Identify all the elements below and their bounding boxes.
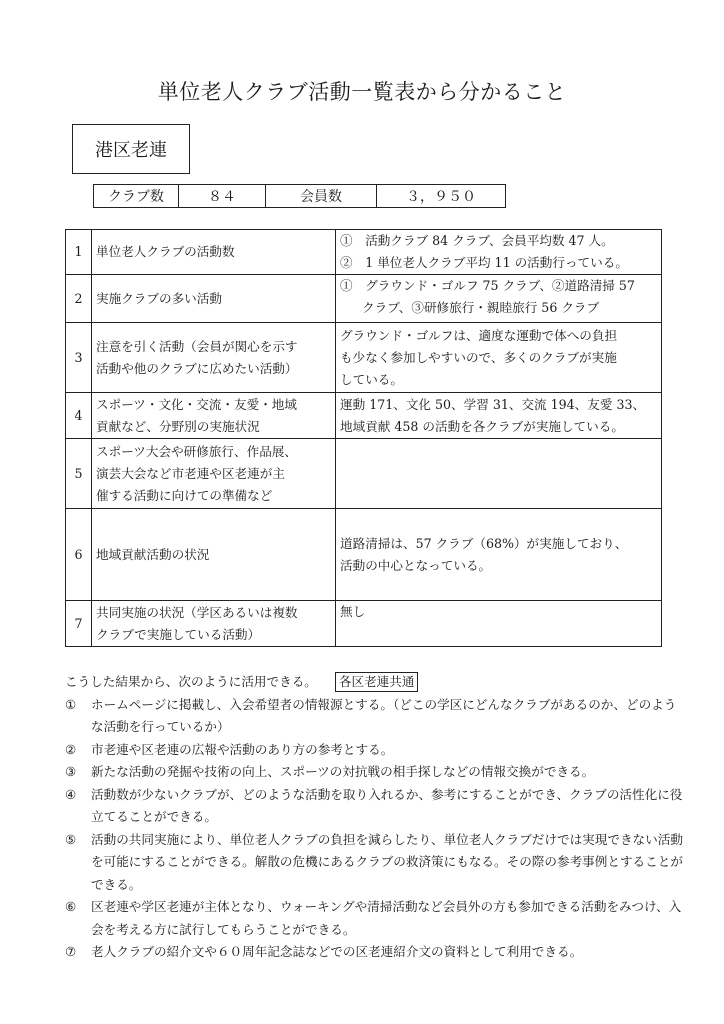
row-result-empty xyxy=(336,439,662,509)
item-text: 新たな活動の発掘や技術の向上、スポーツの対抗戦の相手探しなどの情報交換ができる。 xyxy=(91,764,595,779)
notes-intro: こうした結果から、次のように活用できる。 xyxy=(65,674,317,689)
club-count-value: ８４ xyxy=(179,185,266,208)
row-number: 1 xyxy=(66,230,92,275)
item-text: 活動の共同実施により、単位老人クラブの負担を減らしたり、単位老人クラブだけでは実現できない活動を可能にすることができる。解散の危機にあるクラブの救済策にもなる。その際の参考事例とすることができる。 xyxy=(91,831,683,892)
item-text: 市老連や区老連の広報や活動のあり方の参考とする。 xyxy=(91,741,394,757)
row-result xyxy=(336,275,662,323)
row-result xyxy=(336,323,662,393)
row-result xyxy=(336,393,662,439)
list-item xyxy=(65,941,685,964)
table-row xyxy=(66,601,662,647)
item-line: 活動や他のクラブに広めたい活動） xyxy=(96,360,298,376)
row-item xyxy=(92,393,336,439)
row-number: 5 xyxy=(66,439,92,509)
result-line: ① 活動クラブ 84 クラブ、会員平均数 47 人。 xyxy=(340,233,614,248)
item-line: 共同実施の状況（学区あるいは複数 xyxy=(96,604,298,620)
item-marker: ③ xyxy=(65,764,77,779)
row-number: 3 xyxy=(66,323,92,393)
member-count-value: ３，９５０ xyxy=(377,185,506,208)
result-line: 無し xyxy=(340,604,366,619)
item-text: 区老連や学区老連が主体となり、ウォーキングや清掃活動など会員外の方も参加できる活動をみつけ、入会を考える方に試行してもらうことができる。 xyxy=(91,899,682,937)
row-item xyxy=(92,601,336,647)
row-number: 6 xyxy=(66,509,92,601)
item-marker: ⑦ xyxy=(65,944,77,959)
result-line: ② 1 単位老人クラブ平均 11 の活動行っている。 xyxy=(340,255,628,270)
result-line: 地域貢献 458 の活動を各クラブが実施している。 xyxy=(340,418,624,434)
result-line: している。 xyxy=(340,371,403,387)
member-count-label: 会員数 xyxy=(266,185,377,208)
item-text: 老人クラブの紹介文や６０周年記念誌などでの区老連紹介文の資料として利用できる。 xyxy=(91,944,583,959)
item-marker: ⑤ xyxy=(65,831,77,847)
item-line: 演芸大会など市老連や区老連が主 xyxy=(96,465,285,481)
result-line: グラウンド・ゴルフは、適度な運動で体への負担 xyxy=(340,327,618,343)
ward-name-box: 港区老連 xyxy=(72,124,190,174)
item-marker: ② xyxy=(65,741,77,757)
row-number: 7 xyxy=(66,601,92,647)
item-line: 貢献など、分野別の実施状況 xyxy=(96,418,260,434)
row-result xyxy=(336,601,662,647)
result-line: も少なく参加しやすいので、多くのクラブが実施 xyxy=(340,349,617,365)
result-line: 運動 171、文化 50、学習 31、交流 194、友愛 33、 xyxy=(340,396,646,412)
list-item xyxy=(65,829,685,897)
row-item xyxy=(92,439,336,509)
table-row xyxy=(66,230,662,275)
item-text: 活動数が少ないクラブが、どのような活動を取り入れるか、参考にすることができ、クラブの活性化に役立てることができる。 xyxy=(91,786,683,824)
item-marker: ① xyxy=(65,696,77,712)
table-row xyxy=(66,509,662,601)
list-item xyxy=(65,739,685,762)
item-marker: ⑥ xyxy=(65,899,77,914)
item-line: 催する活動に向けての準備など xyxy=(96,487,273,503)
common-tag: 各区老連共通 xyxy=(335,672,419,692)
item-line: スポーツ大会や研修旅行、作品展、 xyxy=(96,443,297,459)
row-item xyxy=(92,275,336,323)
item-text: ホームページに掲載し、入会希望者の情報源とする。（どこの学区にどんなクラブがあるのか、どのような活動を行っているか） xyxy=(91,696,677,734)
row-item xyxy=(92,230,336,275)
item-line: 実施クラブの多い活動 xyxy=(96,290,222,306)
item-line: 注意を引く活動（会員が関心を示す xyxy=(96,338,298,354)
club-count-label: クラブ数 xyxy=(94,185,179,208)
table-row xyxy=(66,275,662,323)
row-item xyxy=(92,509,336,601)
activity-table xyxy=(65,229,662,647)
result-line: クラブ、③研修旅行・親睦旅行 56 クラブ xyxy=(362,300,600,315)
row-item xyxy=(92,323,336,393)
page-title: 単位老人クラブ活動一覧表から分かること xyxy=(157,80,567,104)
notes-intro-line xyxy=(65,671,685,694)
list-item xyxy=(65,694,685,739)
summary-table xyxy=(93,184,506,208)
result-line: ① グラウンド・ゴルフ 75 クラブ、②道路清掃 57 xyxy=(340,278,635,293)
list-item xyxy=(65,784,685,829)
row-result xyxy=(336,230,662,275)
result-line: 道路清掃は、57 クラブ（68%）が実施しており、 xyxy=(340,535,628,551)
result-line: 活動の中心となっている。 xyxy=(340,557,492,573)
item-marker: ④ xyxy=(65,786,77,802)
table-row xyxy=(66,439,662,509)
item-line: スポーツ・文化・交流・友愛・地域 xyxy=(96,396,297,412)
table-row xyxy=(66,393,662,439)
table-row xyxy=(66,323,662,393)
list-item xyxy=(65,761,685,784)
usage-notes xyxy=(65,671,685,964)
list-item xyxy=(65,896,685,941)
row-number: 4 xyxy=(66,393,92,439)
item-line: 単位老人クラブの活動数 xyxy=(96,244,235,259)
row-result xyxy=(336,509,662,601)
item-line: 地域貢献活動の状況 xyxy=(96,546,210,562)
item-line: クラブで実施している活動） xyxy=(96,626,261,642)
row-number: 2 xyxy=(66,275,92,323)
